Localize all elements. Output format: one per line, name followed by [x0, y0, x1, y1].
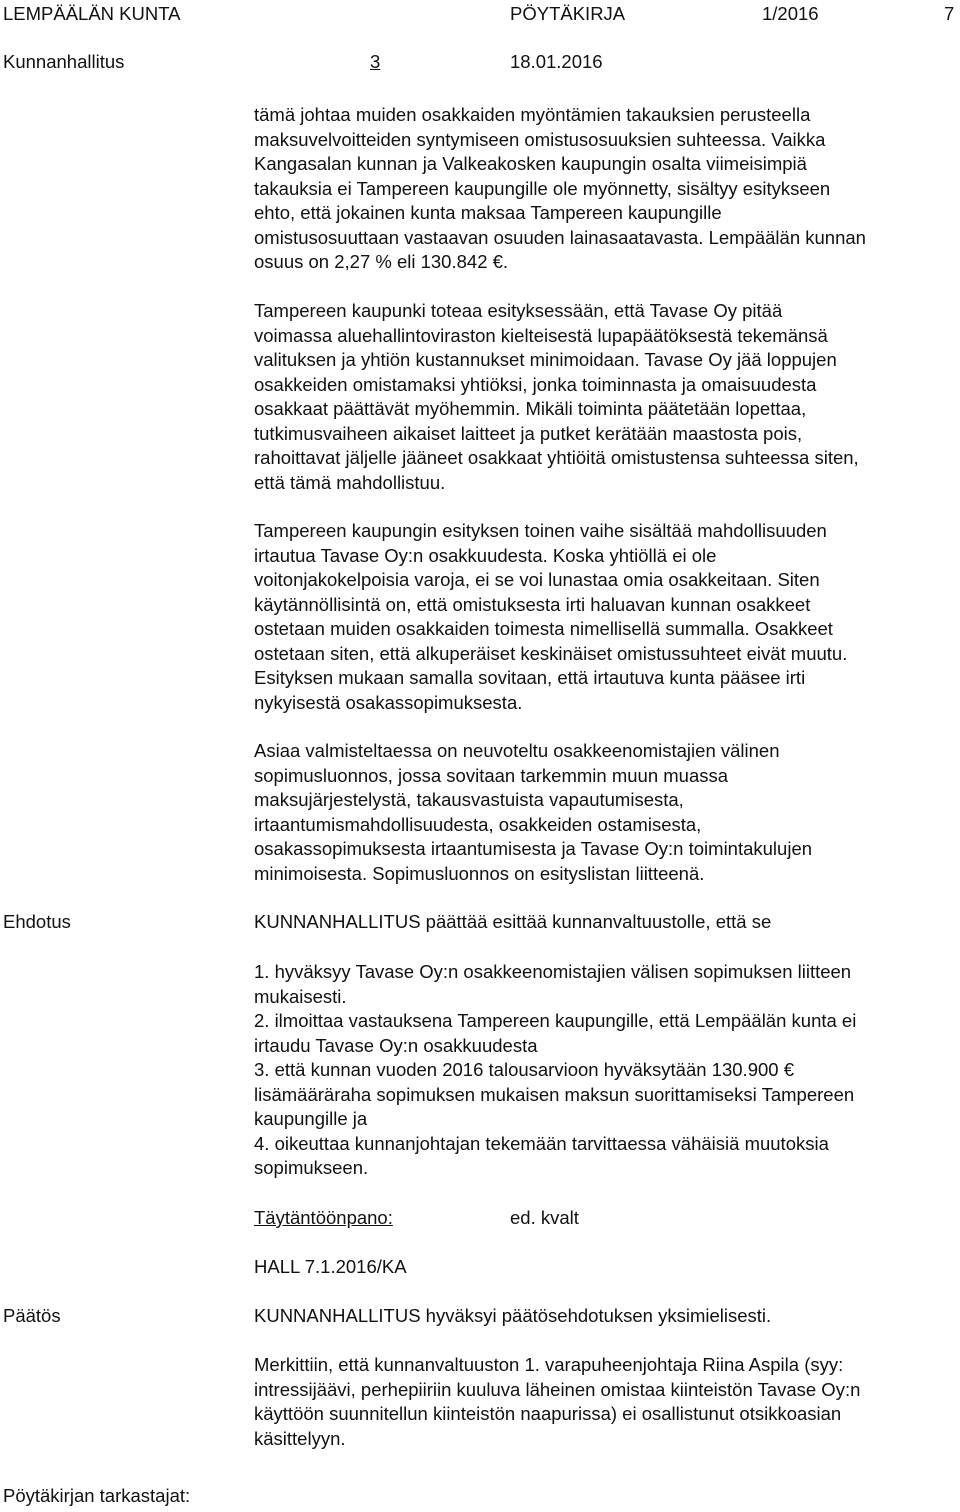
list-item: 2. ilmoittaa vastauksena Tampereen kaupungille, että Lempäälän kunta ei	[254, 1010, 857, 1031]
text-line: käyttöön suunnitellun kiinteistön naapurissa) ei osallistunut otsikkoasian	[254, 1403, 842, 1424]
list-item: irtaudu Tavase Oy:n osakkuudesta	[254, 1034, 538, 1056]
text-line: omistusosuuttaan vastaavan osuuden lainasaatavasta. Lempäälän kunnan	[254, 226, 866, 248]
document-number: 1/2016	[762, 3, 819, 24]
text-line: osakkeiden omistamaksi yhtiöksi, jonka toiminnasta ja omaisuudesta	[254, 373, 817, 395]
list-item: mukaisesti.	[254, 985, 347, 1007]
paragraph-second-phase	[254, 519, 956, 715]
text-line: että tämä mahdollistuu.	[254, 471, 446, 493]
section-number: 3	[370, 51, 381, 72]
text-line: KUNNANHALLITUS hyväksyi päätösehdotuksen yksimielisesti.	[254, 1305, 772, 1326]
text-line: Kangasalan kunnan ja Valkeakosken kaupungin osalta viimeisimpiä	[254, 153, 807, 174]
text-line: takauksia ei Tampereen kaupungille ole myönnetty, sisältyy esitykseen	[254, 177, 831, 199]
decision-label: Päätös	[3, 1305, 61, 1326]
proposal-label: Ehdotus	[3, 911, 71, 932]
text-line: Esityksen mukaan samalla sovitaan, että irtautuva kunta pääsee irti	[254, 667, 806, 688]
hall-reference: HALL 7.1.2016/KA	[254, 1256, 407, 1277]
decision-note	[254, 1353, 956, 1451]
text-line: Tampereen kaupunki toteaa esityksessään, että Tavase Oy pitää	[254, 300, 783, 321]
body-name: Kunnanhallitus	[3, 51, 125, 72]
text-line: ehto, että jokainen kunta maksaa Tampereen kaupungille	[254, 202, 722, 223]
paragraph-tampere-statement	[254, 299, 956, 495]
text-line: voitonjakokelpoisia varoja, ei se voi lunastaa omia osakkeitaan. Siten	[254, 569, 820, 590]
page-number: 7	[944, 3, 955, 24]
document-type: PÖYTÄKIRJA	[510, 3, 626, 24]
text-line: osakkaat päättävät myöhemmin. Mikäli toiminta päätetään lopettaa,	[254, 398, 807, 419]
meeting-date: 18.01.2016	[510, 51, 603, 72]
text-line: osuus on 2,27 % eli 130.842 €.	[254, 251, 509, 272]
organization-name: LEMPÄÄLÄN KUNTA	[3, 3, 181, 24]
proposal-intro	[254, 910, 956, 935]
execution-value: ed. kvalt	[510, 1207, 579, 1228]
list-item: kaupungille ja	[254, 1108, 368, 1129]
text-line: Asiaa valmisteltaessa on neuvoteltu osakkeenomistajien välinen	[254, 740, 780, 761]
text-line: maksujärjestelystä, takausvastuista vapautumisesta,	[254, 789, 684, 810]
text-line: käytännöllisintä on, että omistuksesta irti haluavan kunnan osakkeet	[254, 593, 811, 615]
text-line: tämä johtaa muiden osakkaiden myöntämien takauksien perusteella	[254, 104, 811, 125]
text-line: intressijäävi, perhepiiriin kuuluva läheinen omistaa kiinteistön Tavase Oy:n	[254, 1378, 861, 1400]
text-line: Tampereen kaupungin esityksen toinen vaihe sisältää mahdollisuuden	[254, 520, 827, 541]
text-line: KUNNANHALLITUS päättää esittää kunnanvaltuustolle, että se	[254, 911, 772, 932]
paragraph-agreement-draft	[254, 739, 956, 886]
text-line: valituksen ja yhtiön kustannukset minimoidaan. Tavase Oy jää loppujen	[254, 349, 837, 370]
text-line: ostetaan siten, että alkuperäiset keskinäiset omistussuhteet eivät muutu.	[254, 642, 848, 664]
text-line: käsittelyyn.	[254, 1427, 346, 1449]
text-line: nykyisestä osakassopimuksesta.	[254, 691, 523, 713]
proposal-items	[254, 960, 956, 1181]
text-line: tutkimusvaiheen aikaiset laitteet ja putket kerätään maastosta pois,	[254, 422, 803, 444]
text-line: irtautua Tavase Oy:n osakkuudesta. Koska yhtiöllä ei ole	[254, 544, 717, 566]
text-line: ostetaan muiden osakkaiden toimesta nimellisellä summalla. Osakkeet	[254, 618, 833, 639]
text-line: voimassa aluehallintoviraston kielteisestä lupapäätöksestä tekemänsä	[254, 324, 828, 346]
text-line: Merkittiin, että kunnanvaltuuston 1. varapuheenjohtaja Riina Aspila (syy:	[254, 1354, 844, 1375]
text-line: minimoisesta. Sopimusluonnos on esityslistan liitteenä.	[254, 862, 705, 884]
list-item: 4. oikeuttaa kunnanjohtajan tekemään tarvittaessa vähäisiä muutoksia	[254, 1132, 829, 1154]
text-line: irtaantumismahdollisuudesta, osakkeiden ostamisesta,	[254, 813, 702, 835]
list-item: sopimukseen.	[254, 1157, 369, 1178]
list-item: 3. että kunnan vuoden 2016 talousarvioon hyväksytään 130.900 €	[254, 1059, 794, 1080]
text-line: sopimusluonnos, jossa sovitaan tarkemmin muun muassa	[254, 764, 729, 786]
execution-label: Täytäntöönpano:	[254, 1207, 393, 1228]
list-item: lisämääräraha sopimuksen mukaisen maksun suorittamiseksi Tampereen	[254, 1083, 855, 1105]
list-item: 1. hyväksyy Tavase Oy:n osakkeenomistajien välisen sopimuksen liitteen	[254, 961, 852, 982]
text-line: osakassopimuksesta irtaantumisesta ja Tavase Oy:n toimintakulujen	[254, 838, 813, 859]
text-line: maksuvelvoitteiden syntymiseen omistusosuuksien suhteessa. Vaikka	[254, 128, 826, 150]
text-line: rahoittavat jäljelle jääneet osakkaat yhtiöitä omistustensa suhteessa siten,	[254, 447, 859, 468]
decision-text	[254, 1304, 956, 1329]
minutes-checkers-label: Pöytäkirjan tarkastajat:	[3, 1485, 191, 1506]
paragraph-guarantees	[254, 103, 956, 275]
